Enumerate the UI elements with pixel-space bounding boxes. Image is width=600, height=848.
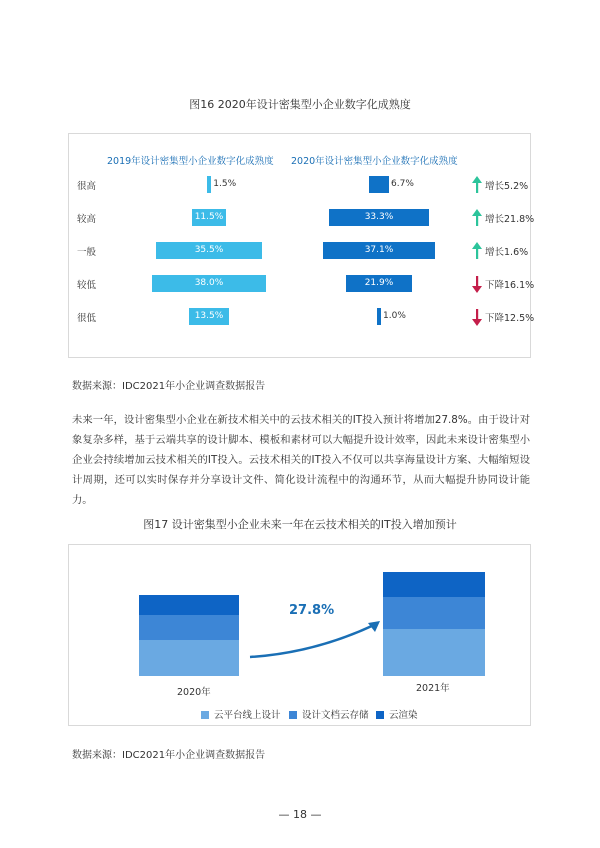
row-label: 一般: [77, 247, 97, 258]
figure-16-title: 图16 2020年设计密集型小企业数字化成熟度: [189, 98, 411, 111]
page-number: — 18 —: [278, 808, 322, 821]
stack-segment-1-0: [383, 629, 485, 676]
bar-value-label: 13.5%: [194, 311, 224, 321]
change-label: 增长5.2%: [485, 181, 529, 192]
legend-label: 云渲染: [389, 710, 418, 721]
stack-segment-0-1: [139, 615, 239, 640]
maturity-chart: [68, 133, 535, 358]
figure-17-title: 图17 设计密集型小企业未来一年在云技术相关的IT投入增加预计: [143, 518, 457, 531]
legend-item-cloud-design: [201, 707, 281, 721]
data-source-1: 数据来源：IDC2021年小企业调查数据报告: [72, 381, 266, 392]
stack-segment-0-2: [139, 595, 239, 615]
data-source-2: 数据来源：IDC2021年小企业调查数据报告: [72, 750, 266, 761]
maturity-bar-v2020: [369, 176, 389, 193]
change-label: 下降12.5%: [485, 313, 535, 324]
row-label: 很低: [77, 313, 97, 324]
bar-value-label: 11.5%: [194, 212, 224, 222]
legend-swatch: [201, 711, 209, 719]
row-label: 很高: [77, 181, 97, 192]
stack-segment-0-0: [139, 640, 239, 676]
bar-value-label: 1.0%: [383, 311, 406, 321]
bar-value-label: 35.5%: [194, 245, 224, 255]
bar-value-label: 38.0%: [194, 278, 224, 288]
change-label: 下降16.1%: [485, 280, 535, 291]
growth-annotation: 27.8%: [289, 603, 335, 618]
bar-value-label: 6.7%: [391, 179, 414, 189]
maturity-bar-v2019: [207, 176, 212, 193]
change-label: 增长1.6%: [485, 247, 529, 258]
bar-value-label: 21.9%: [364, 278, 394, 288]
header-2019: 2019年设计密集型小企业数字化成熟度: [107, 156, 274, 167]
arrow-down-icon: [472, 275, 482, 293]
maturity-bar-v2020: [377, 308, 381, 325]
growth-arrow: [244, 615, 394, 665]
change-label: 增长21.8%: [485, 214, 535, 225]
row-label: 较低: [77, 280, 97, 291]
legend-item-cloud-render: [376, 707, 418, 721]
header-2020: 2020年设计密集型小企业数字化成熟度: [291, 156, 458, 167]
arrow-up-icon: [472, 242, 482, 260]
arrow-up-icon: [472, 176, 482, 194]
year-label-2021: 2021年: [416, 683, 450, 694]
legend-swatch: [376, 711, 384, 719]
bar-value-label: 1.5%: [213, 179, 237, 189]
arrow-down-icon: [472, 308, 482, 326]
body-paragraph: 未来一年，设计密集型小企业在新技术相关中的云技术相关的IT投入预计将增加27.8%。由于设计对象复杂多样，基于云端共享的设计脚本、模板和素材可以大幅提升设计效率，因此未来设计密集型小企业会持续增加云技术相关的IT投入。云技术相关的IT投入不仅可以共享海量设计方案、大幅缩短设计周期，还可以实时保存并分享设计文件、简化设计流程中的沟通环节，从而大幅提升协同设计能力。: [72, 414, 530, 506]
stack-segment-1-2: [383, 572, 485, 597]
it-investment-chart: [68, 544, 531, 726]
bar-value-label: 37.1%: [364, 245, 394, 255]
bar-value-label: 33.3%: [364, 212, 394, 222]
stack-segment-1-1: [383, 597, 485, 629]
row-label: 较高: [77, 214, 97, 225]
arrow-up-icon: [472, 209, 482, 227]
legend-swatch: [289, 711, 297, 719]
legend-item-cloud-storage: [289, 707, 369, 721]
year-label-2020: 2020年: [177, 687, 211, 698]
legend-label: 云平台线上设计: [214, 710, 281, 721]
legend-label: 设计文档云存储: [302, 710, 369, 721]
